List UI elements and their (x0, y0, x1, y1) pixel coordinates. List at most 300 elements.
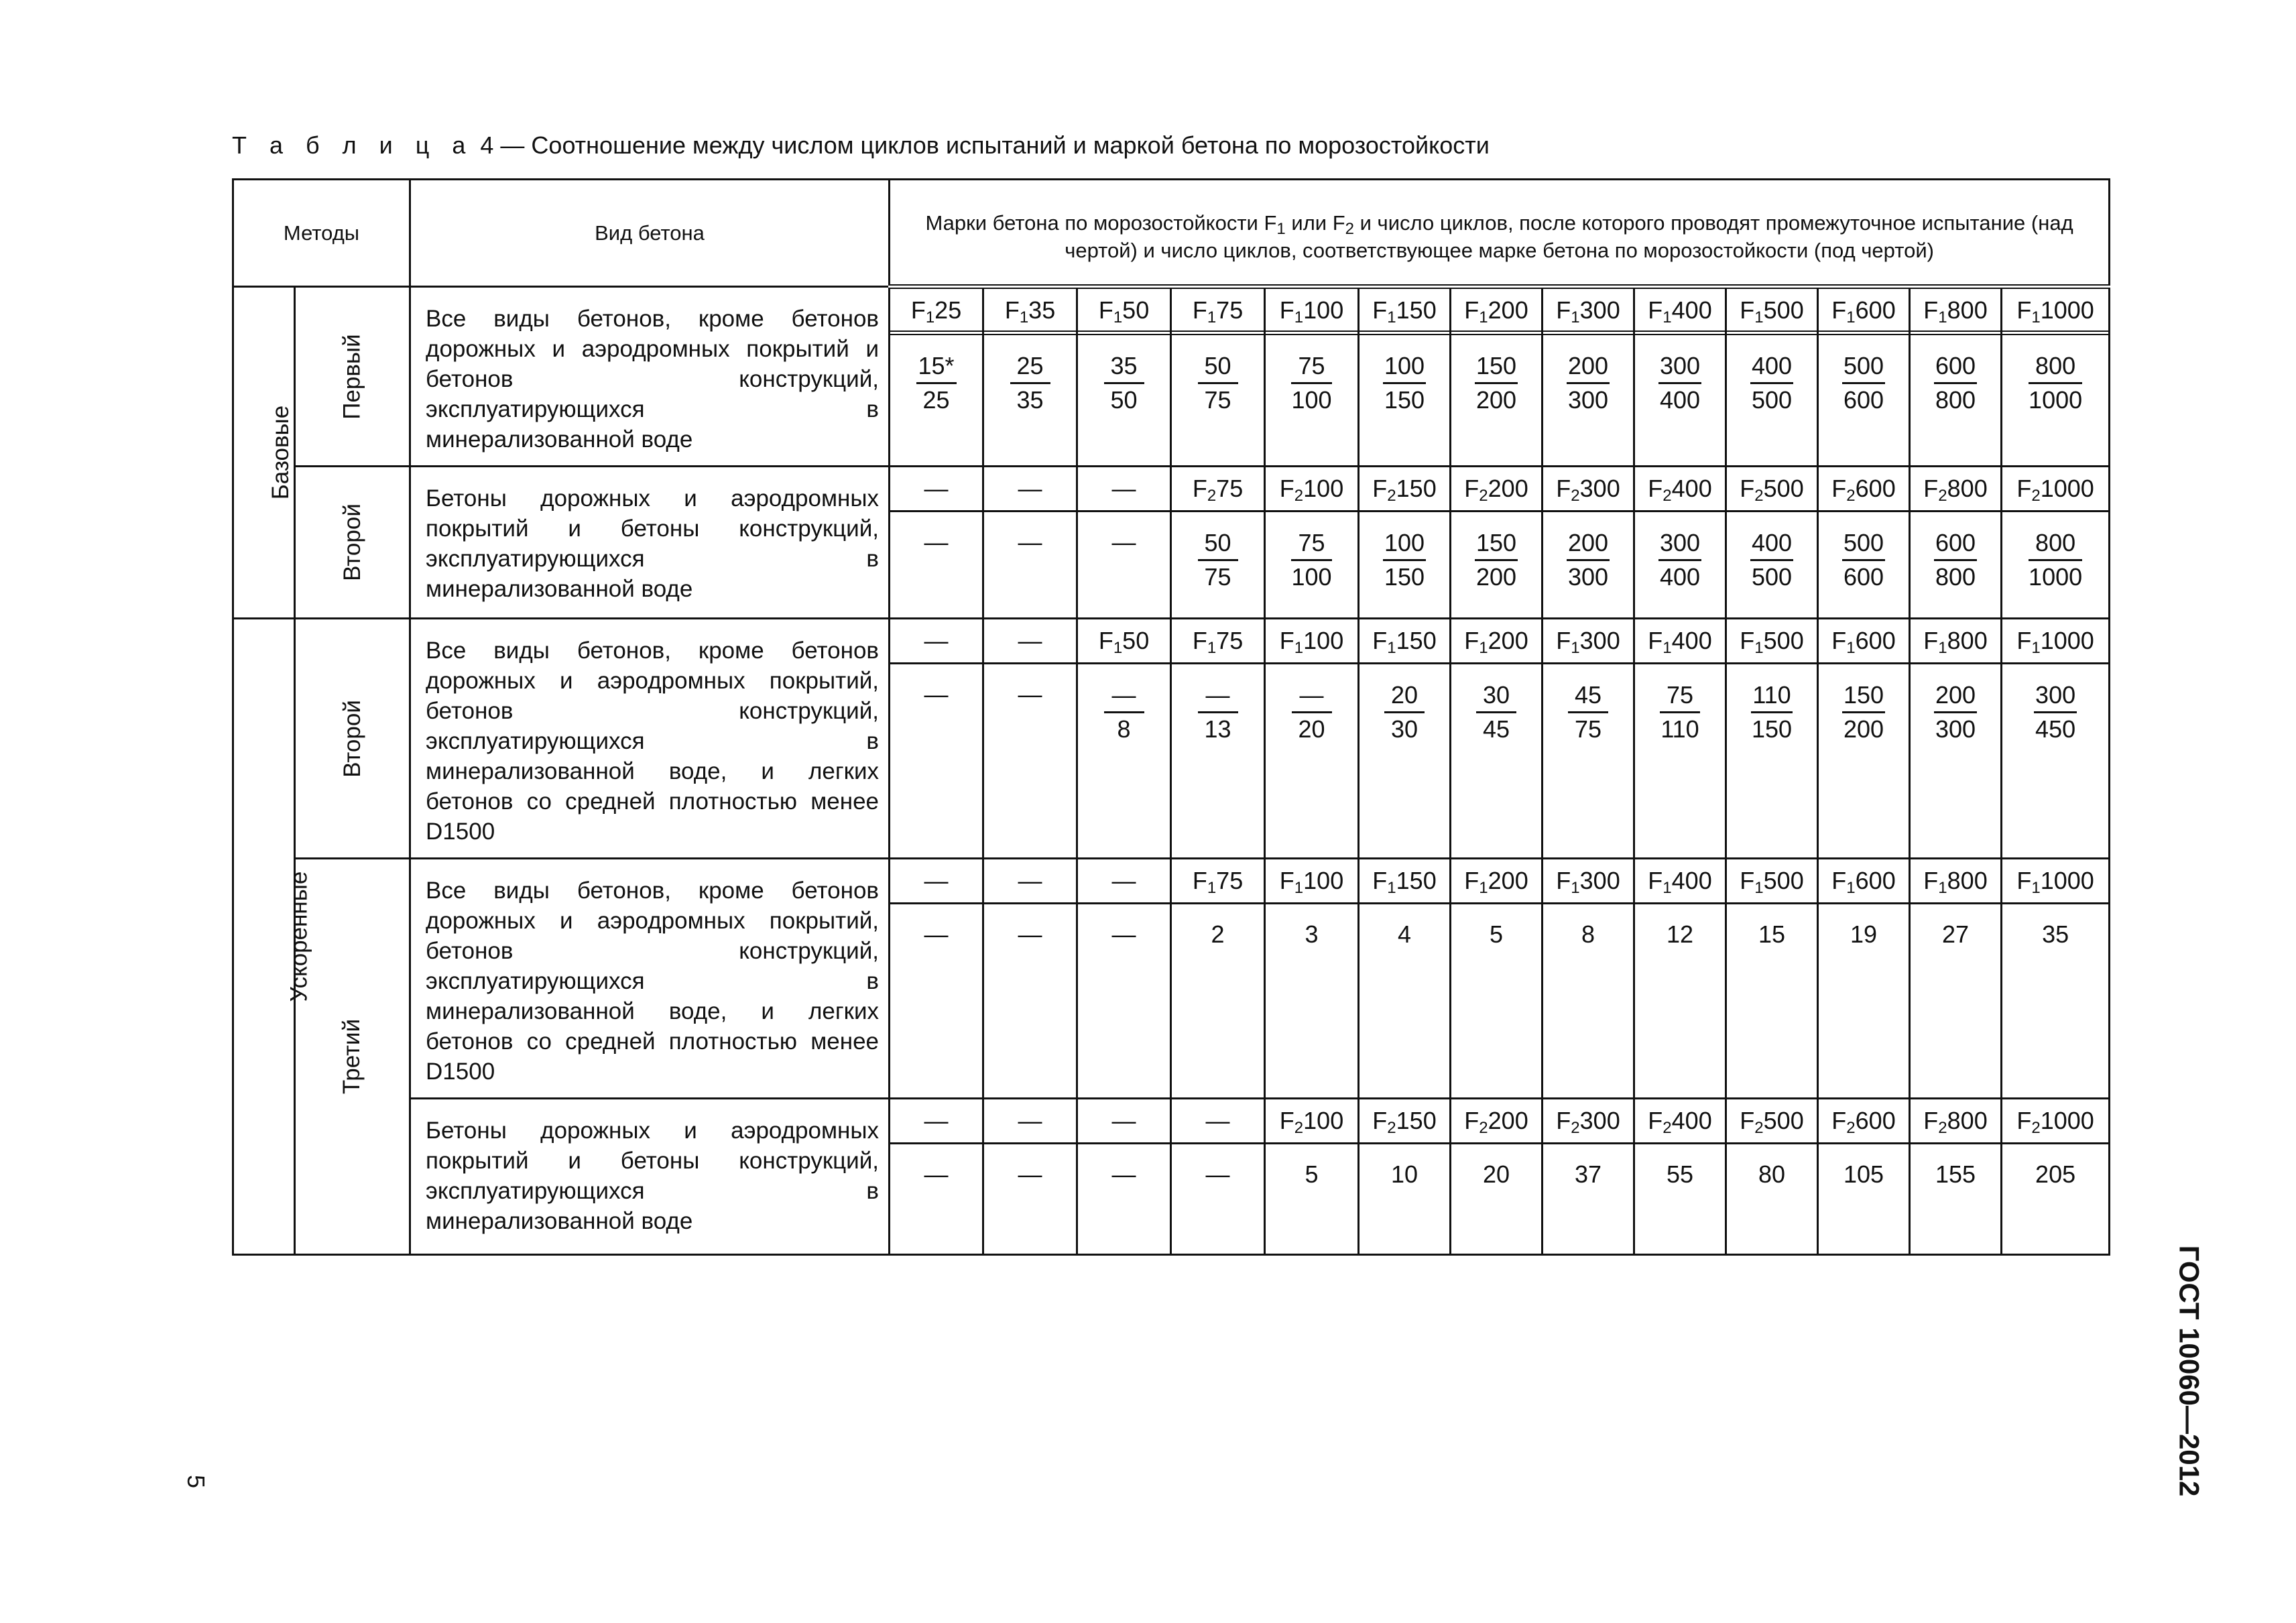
header-marks-part-b: или F (1285, 211, 1345, 235)
cycle-fraction (1658, 527, 1701, 593)
cycle-count: 15 (1758, 920, 1786, 948)
grade-cycles: 8 (1117, 715, 1131, 743)
grade-cycles: 600 (1843, 386, 1884, 414)
value-cell (1171, 619, 1265, 859)
cycle-count: 105 (1843, 1160, 1884, 1188)
value-cell (1634, 287, 1726, 467)
cycle-count (1266, 512, 1357, 593)
grade-cycles: 150 (1384, 386, 1425, 414)
intermediate-cycles: — (1198, 679, 1238, 713)
value-cell (1543, 287, 1634, 467)
intermediate-cycles: — (1292, 679, 1332, 713)
frost-grade: $F_2300$ (1543, 467, 1633, 512)
cycle-count (1172, 335, 1264, 416)
cycle-fraction (1198, 350, 1238, 416)
intermediate-cycles: 50 (1198, 527, 1238, 561)
cycle-count: 35 (2042, 920, 2069, 948)
intermediate-cycles: 75 (1291, 350, 1331, 384)
value-cell (1171, 467, 1265, 619)
frost-grade: $F_1800$ (1911, 289, 2000, 335)
cycle-fraction (1567, 350, 1610, 416)
intermediate-cycles: 300 (2034, 679, 2077, 713)
cycle-count (1543, 512, 1633, 593)
cycle-count: 80 (1758, 1160, 1786, 1188)
value-cell (1077, 287, 1171, 467)
frost-grade: $F_1100$ (1266, 619, 1357, 664)
row-desc: Бетоны дорожных и аэродромных покрытий и бетоны конструкций, эксплуатирующихся в минерализованной воде (410, 1099, 890, 1255)
header-marks-part-c: и число циклов, после которого проводят промежуточное испытание (над чертой) и число циклов, соответствующее марке бетона по морозостойкости (под чертой) (1065, 211, 2073, 262)
cycle-fraction (1842, 679, 1885, 745)
value-cell (1543, 467, 1634, 619)
intermediate-cycles: 200 (1567, 527, 1610, 561)
grade-cycles: 200 (1843, 715, 1884, 743)
cycle-fraction (2034, 679, 2077, 745)
cycle-count (1266, 664, 1357, 745)
frost-grade: $F_2150$ (1360, 467, 1449, 512)
method-first (295, 287, 410, 467)
header-marks-sub-1: 1 (1276, 219, 1286, 238)
frost-grade: $F_150$ (1078, 619, 1170, 664)
cycle-count: 8 (1581, 920, 1595, 948)
page-number (176, 1461, 216, 1502)
method-second-basic (295, 467, 410, 619)
cycle-count (2002, 335, 2108, 416)
value-cell (1359, 1099, 1451, 1255)
cycle-fraction (1010, 350, 1050, 416)
cycle-count (1078, 664, 1170, 745)
value-cell (1265, 467, 1359, 619)
frost-grade: $F_1800$ (1911, 859, 2000, 904)
cycle-count (1266, 335, 1357, 416)
intermediate-cycles: 35 (1104, 350, 1144, 384)
value-cell (2002, 467, 2110, 619)
header-marks (890, 180, 2110, 287)
frost-grade: $F_1200$ (1451, 619, 1541, 664)
value-cell (1910, 467, 2002, 619)
value-cell (1726, 859, 1818, 1099)
intermediate-cycles: 20 (1384, 679, 1425, 713)
grade-cycles: 110 (1660, 715, 1699, 743)
frost-grade: $F_11000$ (2002, 859, 2108, 904)
cycle-count: 20 (1482, 1160, 1510, 1188)
grade-cycles: 100 (1291, 386, 1332, 414)
intermediate-cycles: 110 (1751, 679, 1792, 713)
cycle-count: — (1018, 920, 1042, 948)
grade-cycles: 400 (1659, 386, 1701, 414)
row-desc: Бетоны дорожных и аэродромных покрытий и бетоны конструкций, эксплуатирующихся в минерализованной воде (410, 467, 890, 619)
frost-grade: $F_1300$ (1543, 859, 1633, 904)
grade-cycles: 50 (1110, 386, 1138, 414)
cycle-count: — (1018, 680, 1042, 708)
value-cell (1818, 287, 1910, 467)
cycle-fraction (1658, 350, 1701, 416)
grade-cycles: 1000 (2029, 563, 2083, 591)
frost-grade: $F_1150$ (1360, 289, 1449, 335)
value-cell (2002, 287, 2110, 467)
value-cell (1634, 467, 1726, 619)
cycle-count: — (924, 680, 949, 708)
intermediate-cycles: 500 (1842, 350, 1885, 384)
value-cell (1451, 287, 1543, 467)
method-second-accelerated-label: Второй (339, 699, 365, 778)
cycle-count (1172, 512, 1264, 593)
value-cell (1634, 859, 1726, 1099)
cycle-count (1819, 664, 1909, 745)
cycle-fraction (1292, 679, 1332, 745)
frost-grade: $F_1600$ (1819, 859, 1909, 904)
value-cell (1726, 467, 1818, 619)
frost-grade: $F_2400$ (1635, 1099, 1725, 1144)
cycle-count: — (1111, 920, 1136, 948)
value-cell (1726, 287, 1818, 467)
cycle-count (1635, 335, 1725, 416)
cycle-fraction (1198, 527, 1238, 593)
value-cell (2002, 619, 2110, 859)
grade-cycles: 13 (1204, 715, 1231, 743)
cycle-count: — (1018, 528, 1042, 556)
value-cell (1451, 619, 1543, 859)
cycle-count (890, 335, 982, 416)
cycle-count: 12 (1666, 920, 1694, 948)
cycle-count: 205 (2035, 1160, 2076, 1188)
grade-cycles: 300 (1567, 386, 1609, 414)
intermediate-cycles: 400 (1750, 527, 1793, 561)
frost-grade: — (984, 859, 1076, 904)
frost-grade: $F_1500$ (1727, 619, 1817, 664)
cycle-fraction (1934, 350, 1977, 416)
value-cell (1543, 1099, 1634, 1255)
frost-grade: $F_1400$ (1635, 619, 1725, 664)
cycle-count: 19 (1850, 920, 1878, 948)
cycle-count: 3 (1305, 920, 1319, 948)
cycle-count (1360, 512, 1449, 593)
frost-grade: $F_2800$ (1911, 467, 2000, 512)
frost-grade: $F_1400$ (1635, 859, 1725, 904)
row-desc: Все виды бетонов, кроме бетонов дорожных и аэродромных покрытий и бетонов конструкций, эксплуатирующихся в минерализованной воде (410, 287, 890, 467)
intermediate-cycles: 400 (1750, 350, 1793, 384)
method-second-accelerated (295, 619, 410, 859)
intermediate-cycles: 600 (1934, 527, 1977, 561)
cycle-count: — (1018, 1160, 1042, 1188)
value-cell (1359, 619, 1451, 859)
value-cell (1451, 467, 1543, 619)
intermediate-cycles: 300 (1658, 527, 1701, 561)
value-cell (983, 859, 1077, 1099)
intermediate-cycles: 800 (2029, 527, 2082, 561)
grade-cycles: 30 (1390, 715, 1418, 743)
cycle-count: 37 (1574, 1160, 1602, 1188)
cycle-fraction (1750, 350, 1793, 416)
method-second-basic-label: Второй (339, 503, 365, 581)
value-cell (890, 619, 983, 859)
cycle-fraction (916, 350, 957, 416)
cycle-fraction (1291, 350, 1331, 416)
frost-grade: $F_150$ (1078, 289, 1170, 335)
grade-cycles: 20 (1298, 715, 1325, 743)
frost-grade: $F_2500$ (1727, 1099, 1817, 1144)
intermediate-cycles: 300 (1658, 350, 1701, 384)
cycle-count (1451, 335, 1541, 416)
cycle-fraction (1567, 527, 1610, 593)
value-cell (1910, 619, 2002, 859)
frost-grade: $F_2100$ (1266, 467, 1357, 512)
cycle-count (1172, 664, 1264, 745)
grade-cycles: 1000 (2029, 386, 2083, 414)
header-concrete-kind: Вид бетона (410, 180, 890, 287)
value-cell (1359, 859, 1451, 1099)
frost-grade: $F_1600$ (1819, 619, 1909, 664)
value-cell (2002, 859, 2110, 1099)
value-cell (1634, 1099, 1726, 1255)
frost-grade: $F_2500$ (1727, 467, 1817, 512)
cycle-count (1727, 335, 1817, 416)
intermediate-cycles: 45 (1568, 679, 1608, 713)
intermediate-cycles: 200 (1934, 679, 1977, 713)
value-cell (1265, 859, 1359, 1099)
frost-grade: — (1078, 467, 1170, 512)
row-desc: Все виды бетонов, кроме бетонов дорожных и аэродромных покрытий, бетонов конструкций, эксплуатирующихся в минерализованной воде, и легких бетонов со средней плотностью менее D1500 (410, 619, 890, 859)
value-cell (1634, 619, 1726, 859)
frost-grade: $F_275$ (1172, 467, 1264, 512)
cycle-count (1543, 335, 1633, 416)
value-cell (983, 619, 1077, 859)
cycle-fraction (1751, 679, 1792, 745)
header-methods: Методы (233, 180, 410, 287)
grade-cycles: 75 (1204, 563, 1231, 591)
cycle-count (1635, 664, 1725, 745)
intermediate-cycles: 50 (1198, 350, 1238, 384)
grade-cycles: 35 (1016, 386, 1044, 414)
cycle-count (1727, 664, 1817, 745)
cycle-count: 10 (1390, 1160, 1418, 1188)
grade-cycles: 450 (2035, 715, 2076, 743)
group-basic-label: Базовые (267, 405, 294, 500)
intermediate-cycles: 150 (1475, 527, 1518, 561)
value-cell (1171, 859, 1265, 1099)
value-cell (1910, 287, 2002, 467)
frost-grade: $F_2600$ (1819, 467, 1909, 512)
value-cell (1077, 1099, 1171, 1255)
cycle-fraction (1198, 679, 1238, 745)
cycle-fraction (1842, 527, 1885, 593)
grade-cycles: 45 (1482, 715, 1510, 743)
grade-cycles: 75 (1574, 715, 1602, 743)
frost-grade: $F_21000$ (2002, 1099, 2108, 1144)
cycle-fraction (1750, 527, 1793, 593)
intermediate-cycles: 30 (1476, 679, 1516, 713)
cycle-count: 155 (1935, 1160, 1976, 1188)
value-cell (1359, 287, 1451, 467)
cycle-fraction (2029, 527, 2082, 593)
cycle-fraction (1383, 350, 1426, 416)
intermediate-cycles: 100 (1383, 350, 1426, 384)
grade-cycles: 800 (1935, 386, 1976, 414)
frost-grade: $F_2600$ (1819, 1099, 1909, 1144)
document-code (2145, 1244, 2232, 1498)
cycle-fraction (1384, 679, 1425, 745)
intermediate-cycles: 800 (2029, 350, 2082, 384)
value-cell (2002, 1099, 2110, 1255)
method-first-label: Первый (339, 333, 365, 420)
caption-text: 4 — Соотношение между числом циклов испытаний и маркой бетона по морозостойкости (473, 131, 1490, 159)
frost-grade: $F_11000$ (2002, 289, 2108, 335)
cycle-count (1727, 512, 1817, 593)
value-cell (1910, 859, 2002, 1099)
value-cell (1818, 619, 1910, 859)
grade-cycles: 500 (1751, 386, 1793, 414)
group-accelerated-label: Ускоренные (286, 871, 312, 1002)
intermediate-cycles: 150 (1842, 679, 1885, 713)
cycle-fraction (1383, 527, 1426, 593)
frost-grade: $F_1500$ (1727, 859, 1817, 904)
cycle-fraction (1291, 527, 1331, 593)
grade-cycles: 600 (1843, 563, 1884, 591)
intermediate-cycles: 500 (1842, 527, 1885, 561)
cycle-count (1635, 512, 1725, 593)
cycle-count (1360, 664, 1449, 745)
frost-grade: $F_1100$ (1266, 289, 1357, 335)
value-cell (1077, 859, 1171, 1099)
frost-grade: $F_175$ (1172, 289, 1264, 335)
value-cell (1451, 1099, 1543, 1255)
frost-grade: — (890, 1099, 982, 1144)
frost-grade: $F_2100$ (1266, 1099, 1357, 1144)
value-cell (1726, 1099, 1818, 1255)
value-cell (1451, 859, 1543, 1099)
value-cell (1543, 859, 1634, 1099)
cycle-count (1819, 512, 1909, 593)
value-cell (890, 467, 983, 619)
frost-grade: $F_1800$ (1911, 619, 2000, 664)
cycle-count: — (924, 528, 949, 556)
value-cell (1265, 619, 1359, 859)
intermediate-cycles: 150 (1475, 350, 1518, 384)
value-cell (983, 1099, 1077, 1255)
grade-cycles: 200 (1475, 386, 1517, 414)
header-marks-sub-2: 2 (1345, 219, 1355, 238)
cycle-count (1911, 664, 2000, 745)
frost-resistance-table (232, 178, 2110, 1256)
cycle-count (1451, 512, 1541, 593)
group-basic (233, 287, 295, 619)
cycle-fraction (2029, 350, 2082, 416)
cycle-fraction (1842, 350, 1885, 416)
frost-grade: $F_1600$ (1819, 289, 1909, 335)
method-third-label: Третий (339, 1018, 365, 1095)
value-cell (1077, 467, 1171, 619)
frost-grade: — (1172, 1099, 1264, 1144)
frost-grade: — (890, 467, 982, 512)
value-cell (983, 287, 1077, 467)
intermediate-cycles: 75 (1291, 527, 1331, 561)
frost-grade: $F_1300$ (1543, 289, 1633, 335)
frost-grade: $F_2150$ (1360, 1099, 1449, 1144)
grade-cycles: 150 (1384, 563, 1425, 591)
value-cell (983, 467, 1077, 619)
frost-grade: $F_2300$ (1543, 1099, 1633, 1144)
frost-grade: $F_1400$ (1635, 289, 1725, 335)
cycle-count (1078, 335, 1170, 416)
document-code-text: ГОСТ 10060—2012 (2173, 1245, 2206, 1497)
value-cell (1265, 287, 1359, 467)
grade-cycles: 800 (1935, 563, 1976, 591)
frost-grade: — (1078, 1099, 1170, 1144)
intermediate-cycles: — (1104, 679, 1144, 713)
cycle-count (1911, 335, 2000, 416)
cycle-count: — (1205, 1160, 1230, 1188)
frost-grade: $F_2200$ (1451, 1099, 1541, 1144)
frost-grade: — (984, 467, 1076, 512)
grade-cycles: 300 (1935, 715, 1976, 743)
frost-grade: $F_11000$ (2002, 619, 2108, 664)
frost-grade: $F_2400$ (1635, 467, 1725, 512)
cycle-count: 27 (1941, 920, 1970, 948)
cycle-count: 55 (1666, 1160, 1694, 1188)
cycle-count: 4 (1398, 920, 1412, 948)
frost-grade: $F_2200$ (1451, 467, 1541, 512)
intermediate-cycles: 200 (1567, 350, 1610, 384)
cycle-count (1819, 335, 1909, 416)
value-cell (1077, 619, 1171, 859)
frost-grade: $F_21000$ (2002, 467, 2108, 512)
intermediate-cycles: 75 (1660, 679, 1700, 713)
frost-grade: — (890, 859, 982, 904)
cycle-count: — (924, 1160, 949, 1188)
grade-cycles: 25 (922, 386, 950, 414)
grade-cycles: 400 (1659, 563, 1701, 591)
cycle-count (1543, 664, 1633, 745)
cycle-count (2002, 512, 2108, 593)
cycle-fraction (1476, 679, 1516, 745)
frost-grade: $F_1200$ (1451, 289, 1541, 335)
cycle-fraction (1475, 350, 1518, 416)
frost-grade: $F_1150$ (1360, 859, 1449, 904)
intermediate-cycles: 25 (1010, 350, 1050, 384)
frost-grade: — (984, 1099, 1076, 1144)
frost-grade: — (984, 619, 1076, 664)
cycle-count: — (1111, 1160, 1136, 1188)
cycle-fraction (1934, 679, 1977, 745)
cycle-count (1911, 512, 2000, 593)
frost-grade: $F_125$ (890, 289, 982, 335)
value-cell (890, 859, 983, 1099)
cycle-fraction (1104, 679, 1144, 745)
frost-grade: $F_1150$ (1360, 619, 1449, 664)
frost-grade: $F_1300$ (1543, 619, 1633, 664)
value-cell (1265, 1099, 1359, 1255)
frost-grade: — (890, 619, 982, 664)
intermediate-cycles: 100 (1383, 527, 1426, 561)
grade-cycles: 75 (1204, 386, 1231, 414)
value-cell (1818, 1099, 1910, 1255)
intermediate-cycles: 600 (1934, 350, 1977, 384)
cycle-count: 5 (1305, 1160, 1319, 1188)
cycle-fraction (1475, 527, 1518, 593)
value-cell (1543, 619, 1634, 859)
value-cell (1910, 1099, 2002, 1255)
cycle-count (1451, 664, 1541, 745)
value-cell (1818, 859, 1910, 1099)
cycle-count: 2 (1211, 920, 1225, 948)
cycle-count: — (924, 920, 949, 948)
frost-grade: $F_1100$ (1266, 859, 1357, 904)
frost-grade: $F_135$ (984, 289, 1076, 335)
cycle-fraction (1660, 679, 1700, 745)
grade-cycles: 150 (1751, 715, 1793, 743)
value-cell (890, 1099, 983, 1255)
group-accelerated (233, 619, 312, 1255)
cycle-count: — (1111, 528, 1136, 556)
